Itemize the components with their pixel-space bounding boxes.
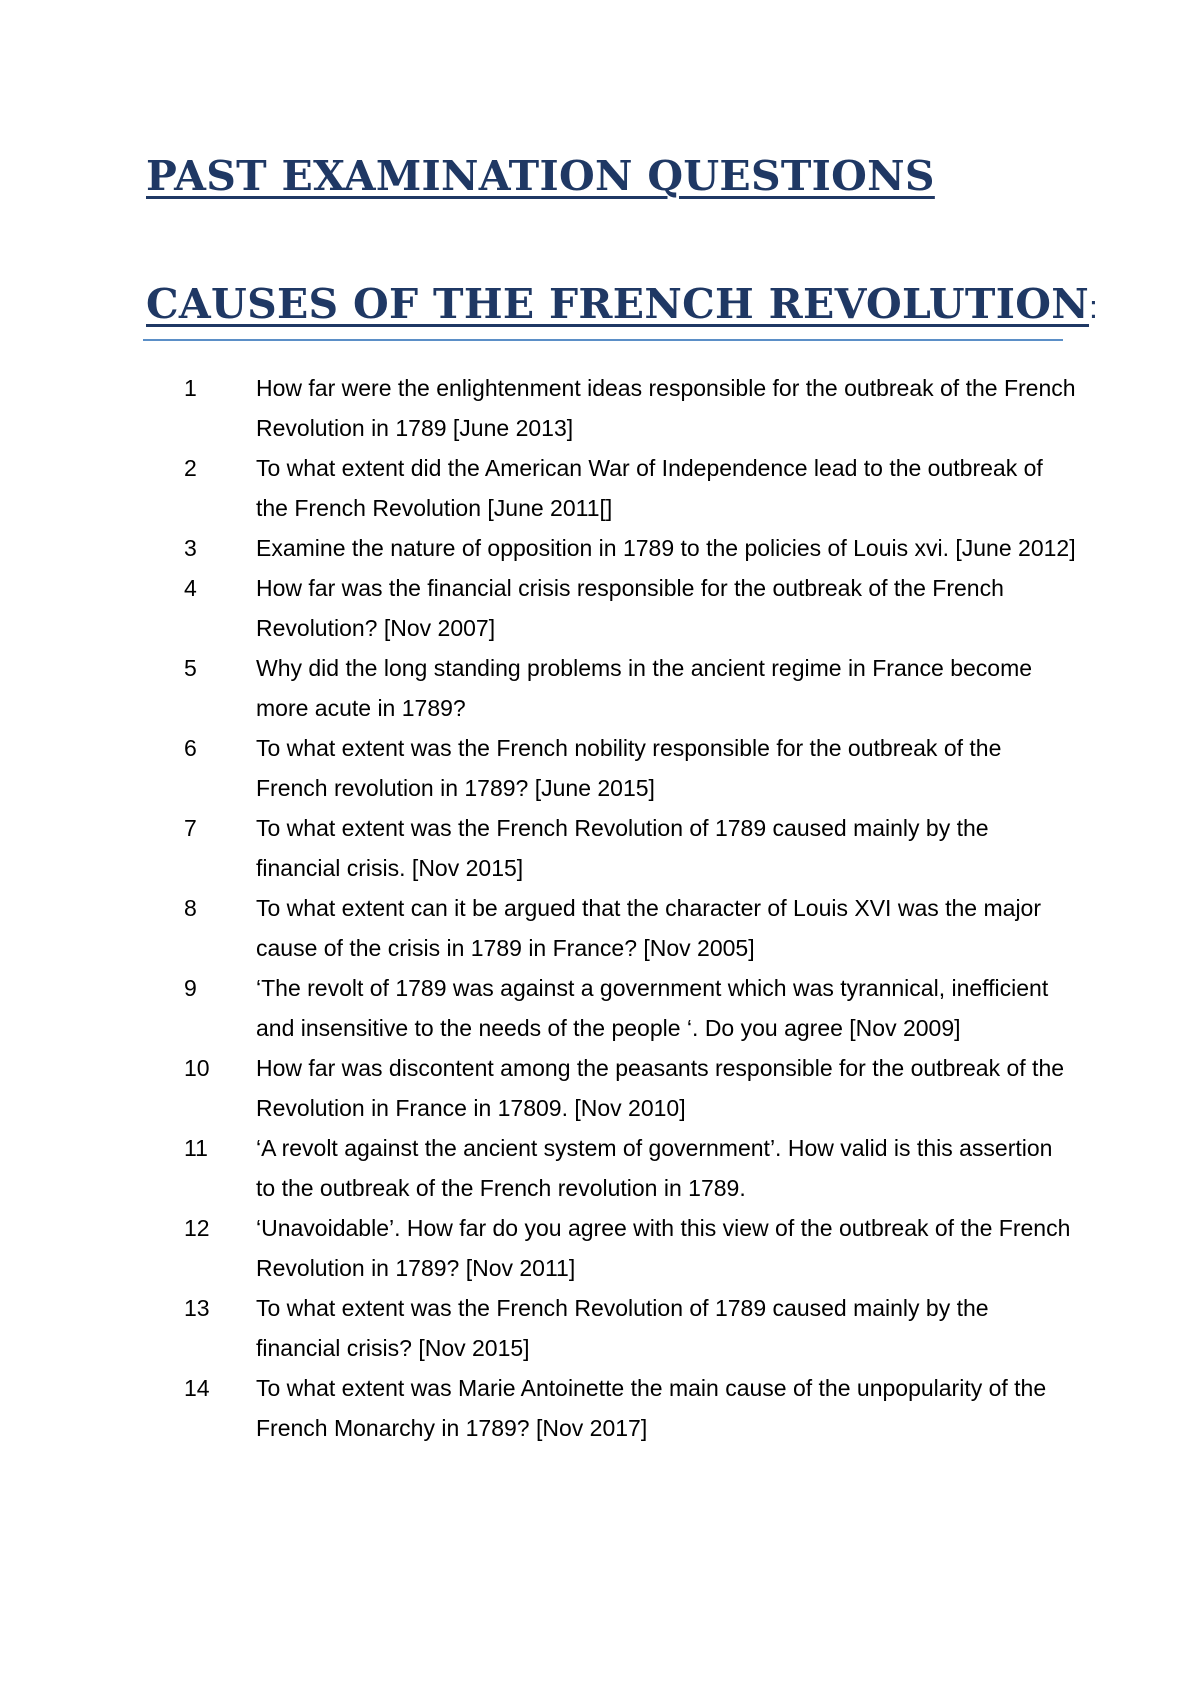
question-text: To what extent was the French Revolution of 1789 caused mainly by the financial crisis. [Nov 2015] [256,815,989,881]
question-item [0,888,1200,968]
question-number: 1 [184,375,197,401]
question-text: To what extent was the French Revolution of 1789 caused mainly by the financial crisis? [Nov 2015] [256,1295,989,1361]
question-text: To what extent can it be argued that the character of Louis XVI was the major cause of the crisis in 1789 in France? [Nov 2005] [256,895,1041,961]
question-item [0,648,1200,728]
question-item [0,728,1200,808]
question-item [0,368,1200,448]
question-text: ‘Unavoidable’. How far do you agree with this view of the outbreak of the French Revolution in 1789? [Nov 2011] [256,1215,1071,1281]
question-text: Why did the long standing problems in the ancient regime in France become more acute in 1789? [256,655,1033,721]
question-text: To what extent was Marie Antoinette the main cause of the unpopularity of the French Monarchy in 1789? [Nov 2017] [256,1375,1047,1441]
question-number: 9 [184,975,197,1001]
question-item [0,448,1200,528]
question-number: 2 [184,455,197,481]
question-text: ‘A revolt against the ancient system of government’. How valid is this assertion to the outbreak of the French revolution in 1789. [256,1135,1053,1201]
question-number: 12 [184,1215,210,1241]
question-number: 7 [184,815,197,841]
question-item [0,1368,1200,1448]
question-text: To what extent did the American War of Independence lead to the outbreak of the French Revolution [June 2011[] [256,455,1043,521]
question-number: 3 [184,535,197,561]
section-heading [146,280,1098,328]
question-number: 13 [184,1295,210,1321]
question-item [0,808,1200,888]
question-number: 4 [184,575,197,601]
question-item [0,1128,1200,1208]
question-text: To what extent was the French nobility responsible for the outbreak of the French revolution in 1789? [June 2015] [256,735,1002,801]
question-text: Examine the nature of opposition in 1789 to the policies of Louis xvi. [June 2012] [256,535,1076,561]
question-item [0,568,1200,648]
question-number: 6 [184,735,197,761]
question-text: How far were the enlightenment ideas responsible for the outbreak of the French Revolution in 1789 [June 2013] [256,375,1076,441]
question-item [0,528,1200,568]
question-item [0,1208,1200,1288]
question-number: 5 [184,655,197,681]
question-item [0,1288,1200,1368]
section-heading-text: CAUSES OF THE FRENCH REVOLUTION [146,280,1090,328]
question-list [0,368,1200,1448]
question-item [0,1048,1200,1128]
heading-divider [143,339,1063,341]
question-number: 10 [184,1055,210,1081]
question-text: How far was the financial crisis responsible for the outbreak of the French Revolution? [Nov 2007] [256,575,1004,641]
question-text: ‘The revolt of 1789 was against a government which was tyrannical, inefficient and insensitive to the needs of the people ‘. Do you agree [Nov 2009] [256,975,1049,1041]
question-number: 14 [184,1375,210,1401]
page-title: PAST EXAMINATION QUESTIONS [146,152,935,200]
question-item [0,968,1200,1048]
question-number: 11 [184,1135,208,1161]
question-number: 8 [184,895,197,921]
question-text: How far was discontent among the peasants responsible for the outbreak of the Revolution in France in 17809. [Nov 2010] [256,1055,1065,1121]
section-heading-colon: : [1089,289,1099,325]
